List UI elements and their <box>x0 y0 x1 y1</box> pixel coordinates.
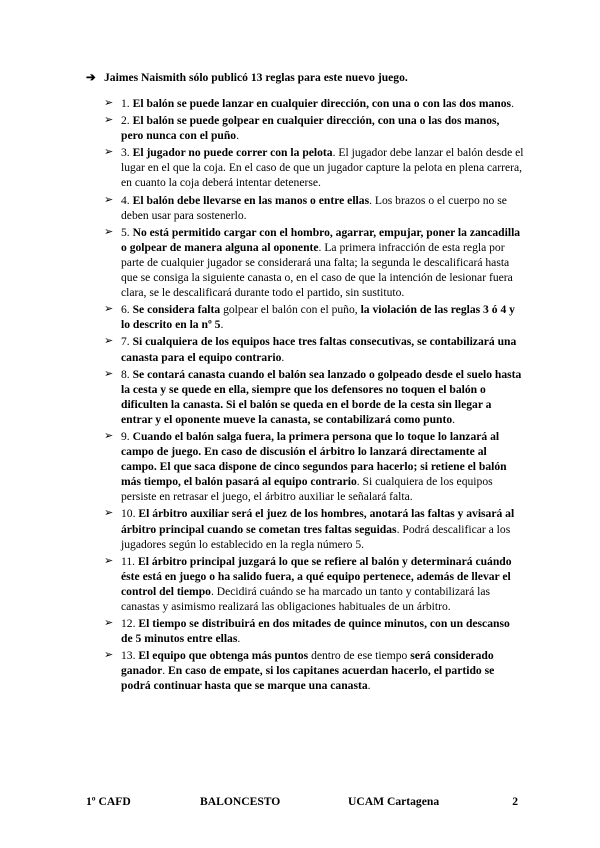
rule-item <box>104 554 524 614</box>
footer-university: UCAM Cartagena <box>348 795 440 808</box>
rule-text: 8. <box>121 367 133 381</box>
rule-item <box>104 302 524 332</box>
rule-text: 10. <box>121 507 139 521</box>
rule-text-bold: No está permitido cargar con el hombro, agarrar, empujar, poner la zancadilla o golpear de manera alguna al oponente <box>121 225 521 254</box>
footer-course: 1º CAFD <box>86 795 131 808</box>
rule-text-bold: Se contará canasta cuando el balón sea lanzado o golpeado desde el suelo hasta la cesta y se quede en ella, siempre que los defensores no toquen el balón o dificulten la canasta. Si el balón se queda en el borde de la cesta sin llegar a entrar y el oponente mueve la canasta, se contabilizará como punto <box>121 367 522 426</box>
rule-text: 1. <box>121 97 133 110</box>
rule-item <box>104 193 524 223</box>
intro-line <box>86 70 526 85</box>
rule-text-bold: Se considera falta <box>132 303 221 317</box>
arrowhead-bullet-icon: ➢ <box>104 303 114 316</box>
rules-list <box>104 96 524 696</box>
rule-text: . La primera infracción de esta regla por parte de cualquier jugador se considerará una falta; la segunda le descalificará hasta que se consiga la siguiente canasta o, en el caso de que la intención de lesionar fuera clara, se le descalificará durante todo el partido, sin sustituto. <box>121 240 513 300</box>
rule-text-bold: Si cualquiera de los equipos hace tres faltas consecutivas, se contabilizará una canasta para el equipo contrario <box>121 335 517 364</box>
rule-text-bold: El equipo que obtenga más puntos <box>138 649 309 663</box>
intro-text: Jaimes Naismith sólo publicó 13 reglas para este nuevo juego. <box>104 71 408 84</box>
rule-item <box>104 648 524 693</box>
rule-text: . <box>236 129 240 143</box>
rule-item <box>104 367 524 427</box>
rule-item <box>104 334 524 364</box>
rule-item <box>104 506 524 551</box>
rule-text-bold: El árbitro principal juzgará lo que se refiere al balón y determinará cuándo éste está en juego o ha salido fuera, a qué equipo pertenece, además de llevar el control del tiempo <box>121 554 512 598</box>
arrowhead-bullet-icon: ➢ <box>104 225 114 238</box>
rule-text-bold: será considerado ganador <box>121 649 494 678</box>
rule-text: . El jugador debe lanzar el balón desde el lugar en el que la coja. En el caso de que un jugador capture la pelota en plena carrera, en cuanto la coja deberá intentar detenerse. <box>121 146 524 190</box>
rule-text-bold: Cuando el balón salga fuera, la primera persona que lo toque lo lanzará al campo de juego. En caso de discusión el árbitro lo lanzará directamente al campo. El que saca dispone de cinco segundos para hacerlo; si retiene el balón más tiempo, el balón pasará al equipo contrario <box>121 429 507 489</box>
rule-text-bold: En caso de empate, si los capitanes acuerdan hacerlo, el partido se podrá continuar hasta que se marque una canasta <box>121 664 495 693</box>
rule-text-bold: El jugador no puede correr con la pelota <box>132 146 333 160</box>
rule-text: 3. <box>121 146 133 160</box>
arrowhead-bullet-icon: ➢ <box>104 335 114 348</box>
rule-text: dentro de ese tiempo <box>308 649 411 663</box>
footer-subject: BALONCESTO <box>200 795 281 808</box>
rule-text-bold: El árbitro auxiliar será el juez de los hombres, anotará las faltas y avisará al árbitro principal cuando se cometan tres faltas seguidas <box>121 507 515 536</box>
rule-text: 12. <box>121 617 139 631</box>
rule-text: . <box>367 679 371 693</box>
rule-text: golpear el balón con el puño, <box>220 303 361 317</box>
arrowhead-bullet-icon: ➢ <box>104 114 114 127</box>
rule-item <box>104 225 524 300</box>
rule-text-bold: El balón se puede golpear en cualquier dirección, con una o las dos manos, pero nunca con el puño <box>121 114 500 143</box>
rule-item <box>104 145 524 190</box>
arrowhead-bullet-icon: ➢ <box>104 97 114 109</box>
arrow-bullet-icon: ➔ <box>86 71 96 84</box>
rule-text: 7. <box>121 335 133 349</box>
rule-text: . Si cualquiera de los equipos persiste en retrasar el juego, el árbitro auxiliar le señalará falta. <box>121 475 493 504</box>
rule-text-bold: la violación de las reglas 3 ó 4 y lo descrito en la nº 5 <box>121 303 515 332</box>
rule-text: . <box>237 632 241 646</box>
rule-item <box>104 616 524 646</box>
rule-text: . <box>452 412 456 426</box>
arrowhead-bullet-icon: ➢ <box>104 507 114 520</box>
rule-text: 13. <box>121 649 139 663</box>
arrowhead-bullet-icon: ➢ <box>104 554 114 567</box>
arrowhead-bullet-icon: ➢ <box>104 429 114 442</box>
arrowhead-bullet-icon: ➢ <box>104 649 114 662</box>
rule-text: 6. <box>121 303 133 317</box>
rule-text: 5. <box>121 225 133 239</box>
rule-text: . <box>162 664 169 678</box>
rule-text: . <box>281 350 285 364</box>
rule-text: . Decidirá cuándo se ha marcado un tanto y contabilizará las canastas y asimismo realizará las obligaciones habituales de un árbitro. <box>121 584 491 613</box>
rule-text: 2. <box>121 114 133 128</box>
arrowhead-bullet-icon: ➢ <box>104 146 114 159</box>
rule-item <box>104 113 524 143</box>
arrowhead-bullet-icon: ➢ <box>104 617 114 630</box>
arrowhead-bullet-icon: ➢ <box>104 193 114 206</box>
rule-text: 11. <box>121 554 138 568</box>
rule-text: . Podrá descalificar a los jugadores según lo establecido en la regla número 5. <box>121 522 511 551</box>
rule-text: 4. <box>121 193 133 207</box>
arrowhead-bullet-icon: ➢ <box>104 367 114 380</box>
rule-text-bold: El tiempo se distribuirá en dos mitades de quince minutos, con un descanso de 5 minutos entre ellas <box>121 617 510 646</box>
rule-text: 9. <box>121 429 133 443</box>
footer-page-number: 2 <box>512 795 518 808</box>
rule-text-bold: El balón se puede lanzar en cualquier dirección, con una o con las dos manos <box>132 97 512 110</box>
rule-text: . <box>511 97 514 110</box>
rule-item <box>104 429 524 504</box>
rule-text: . <box>220 318 224 332</box>
page-footer <box>86 795 518 811</box>
rule-text: . Los brazos o el cuerpo no se deben usar para sostenerlo. <box>121 193 507 222</box>
rule-item <box>104 96 524 111</box>
rule-text-bold: El balón debe llevarse en las manos o entre ellas <box>132 193 370 207</box>
